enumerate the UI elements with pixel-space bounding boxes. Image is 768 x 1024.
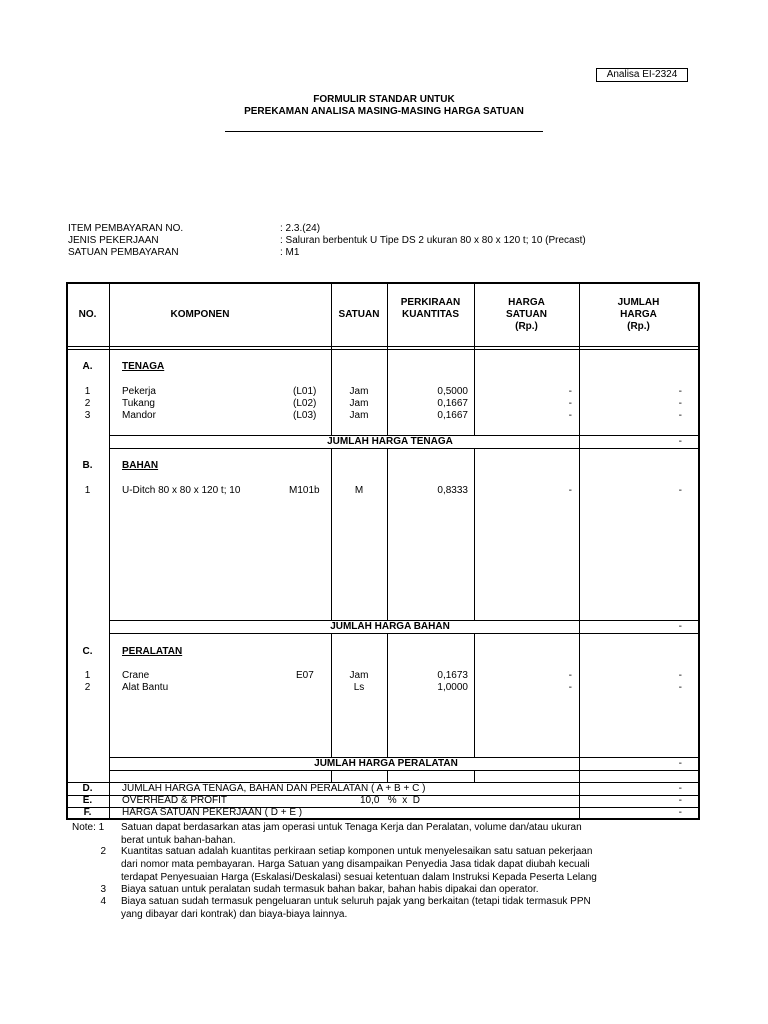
row-code: (L02) (293, 398, 317, 409)
info-work-value: : Saluran berbentuk U Tipe DS 2 ukuran 80 x 80 x 120 t; 10 (Precast) (280, 235, 586, 246)
row-name: Alat Bantu (122, 682, 169, 693)
note-number: 4 (100, 896, 106, 907)
note-line: berat untuk bahan-bahan. (121, 835, 236, 846)
row-total: - (678, 670, 682, 681)
subtotal-peralatan-value: - (678, 758, 682, 769)
note-line: terdapat Penyesuaian Harga (Eskalasi/Deskalasi) sesuai ketentuan dalam Instruksi Kepada Peserta Lelang (121, 872, 597, 883)
row-qty: 0,1673 (437, 670, 468, 681)
header-no: NO. (78, 309, 97, 320)
summary-percent: 10,0 % x D (360, 795, 421, 806)
row-total: - (678, 398, 682, 409)
row-code: E07 (296, 670, 314, 681)
row-name: Mandor (122, 410, 156, 421)
info-unit-label: SATUAN PEMBAYARAN (68, 247, 179, 258)
row-qty: 0,1667 (437, 398, 468, 409)
row-unit: Ls (353, 682, 365, 693)
note-number: 2 (100, 846, 106, 857)
row-unit: Jam (349, 398, 369, 409)
subtotal-tenaga-value: - (678, 436, 682, 447)
form-subtitle: PEREKAMAN ANALISA MASING-MASING HARGA SATUAN (244, 106, 524, 117)
summary-label: JUMLAH HARGA TENAGA, BAHAN DAN PERALATAN ( A + B + C ) (122, 783, 426, 794)
row-name: U-Ditch 80 x 80 x 120 t; 10 (122, 485, 241, 496)
row-price: - (568, 682, 572, 693)
row-no: 2 (84, 398, 91, 409)
summary-label: HARGA SATUAN PEKERJAAN ( D + E ) (122, 807, 303, 818)
header-perkiraan: PERKIRAAN (400, 297, 461, 308)
info-unit-value: : M1 (280, 247, 300, 258)
row-no: 2 (84, 682, 91, 693)
subtotal-bahan-label: JUMLAH HARGA BAHAN (330, 621, 450, 632)
info-item-value: : 2.3.(24) (280, 223, 321, 234)
row-no: 3 (84, 410, 91, 421)
summary-label: OVERHEAD & PROFIT (122, 795, 228, 806)
header-harga-satuan: SATUAN (506, 309, 547, 320)
row-qty: 1,0000 (437, 682, 468, 693)
row-unit: Jam (349, 410, 369, 421)
row-unit: Jam (349, 670, 369, 681)
note-line: dari nomor mata pembayaran. Harga Satuan yang disampaikan Penyedia Jasa tidak dapat diubah kecuali (121, 859, 590, 870)
row-total: - (678, 485, 682, 496)
row-name: Crane (122, 670, 150, 681)
subtotal-peralatan-label: JUMLAH HARGA PERALATAN (314, 758, 458, 769)
row-price: - (568, 410, 572, 421)
subtotal-tenaga-label: JUMLAH HARGA TENAGA (327, 436, 453, 447)
title-rule (225, 131, 543, 132)
row-no: 1 (84, 386, 91, 397)
row-unit: M (354, 485, 364, 496)
note-line: Biaya satuan sudah termasuk pengeluaran untuk seluruh pajak yang berkaitan (tetapi tidak termasuk PPN (121, 896, 591, 907)
header-satuan: SATUAN (338, 309, 380, 320)
section-c-title: PERALATAN (122, 646, 183, 657)
row-total: - (678, 386, 682, 397)
header-jumlah: JUMLAH (617, 297, 660, 308)
summary-no: F. (83, 807, 92, 818)
row-total: - (678, 682, 682, 693)
analysis-code-box (596, 68, 688, 82)
row-unit: Jam (349, 386, 369, 397)
row-code: M101b (289, 485, 320, 496)
header-jumlah-rp: (Rp.) (627, 321, 650, 332)
analysis-code: Analisa EI-2324 (606, 69, 678, 80)
header-harga-rp: (Rp.) (515, 321, 538, 332)
section-b-title: BAHAN (122, 460, 159, 471)
form-title: FORMULIR STANDAR UNTUK (313, 94, 455, 105)
row-code: (L01) (293, 386, 317, 397)
note-number: 3 (100, 884, 106, 895)
summary-value: - (678, 807, 682, 818)
note-line: Satuan dapat berdasarkan atas jam operasi untuk Tenaga Kerja dan Peralatan, volume dan/atau ukuran (121, 822, 582, 833)
summary-no: E. (82, 795, 93, 806)
summary-value: - (678, 783, 682, 794)
note-line: Biaya satuan untuk peralatan sudah termasuk bahan bakar, bahan habis dipakai dan operator. (121, 884, 539, 895)
info-work-label: JENIS PEKERJAAN (68, 235, 159, 246)
row-price: - (568, 670, 572, 681)
summary-no: D. (82, 783, 93, 794)
row-price: - (568, 386, 572, 397)
row-qty: 0,5000 (437, 386, 468, 397)
notes-label: Note: 1 (72, 822, 105, 833)
note-line: yang dibayar dari kontrak) dan biaya-biaya lainnya. (121, 909, 348, 920)
info-item-label: ITEM PEMBAYARAN NO. (68, 223, 184, 234)
row-name: Pekerja (122, 386, 156, 397)
header-harga: HARGA (508, 297, 545, 308)
row-qty: 0,8333 (437, 485, 468, 496)
section-a-title: TENAGA (122, 361, 165, 372)
row-qty: 0,1667 (437, 410, 468, 421)
row-price: - (568, 398, 572, 409)
header-jumlah-harga: HARGA (620, 309, 657, 320)
row-no: 1 (84, 670, 91, 681)
row-code: (L03) (293, 410, 317, 421)
section-a-no: A. (82, 361, 93, 372)
row-no: 1 (84, 485, 91, 496)
section-c-no: C. (82, 646, 93, 657)
header-kuantitas: KUANTITAS (401, 309, 460, 320)
row-total: - (678, 410, 682, 421)
section-b-no: B. (82, 460, 93, 471)
subtotal-bahan-value: - (678, 621, 682, 632)
row-price: - (568, 485, 572, 496)
summary-value: - (678, 795, 682, 806)
header-komponen: KOMPONEN (170, 309, 230, 320)
note-line: Kuantitas satuan adalah kuantitas perkiraan setiap komponen untuk menyelesaikan satu satuan pekerjaan (121, 846, 593, 857)
row-name: Tukang (122, 398, 155, 409)
